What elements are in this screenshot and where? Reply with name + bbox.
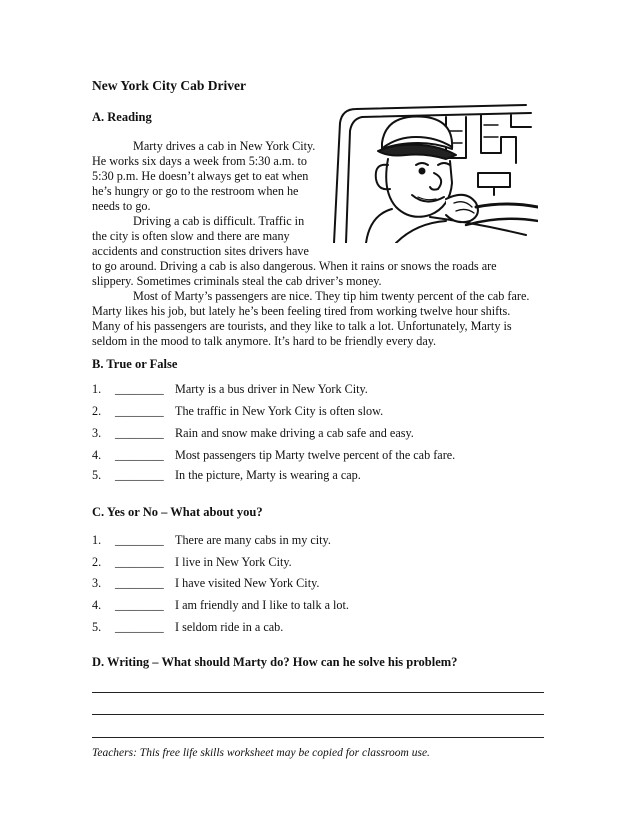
answer-blank[interactable]: ________ xyxy=(115,382,164,396)
reading-line: needs to go. xyxy=(92,199,151,213)
section-d-heading: D. Writing – What should Marty do? How can he solve his problem? xyxy=(92,655,458,669)
item-number: 3. xyxy=(92,576,102,590)
answer-blank[interactable]: ________ xyxy=(115,426,164,440)
reading-line: Most of Marty’s passengers are nice. They tip him twenty percent of the cab fare. xyxy=(133,289,530,303)
section-a-heading: A. Reading xyxy=(92,110,152,124)
reading-line: to go around. Driving a cab is also dangerous. When it rains or snows the roads are xyxy=(92,259,497,273)
reading-line: 5:30 p.m. He doesn’t always get to eat when xyxy=(92,169,309,183)
item-statement: Marty is a bus driver in New York City. xyxy=(175,382,368,396)
reading-line: Marty likes his job, but lately he’s been feeling tired from working twelve hour shifts. xyxy=(92,304,511,318)
reading-line: Driving a cab is difficult. Traffic in xyxy=(133,214,305,228)
item-number: 4. xyxy=(92,598,102,612)
item-statement: Rain and snow make driving a cab safe and easy. xyxy=(175,426,414,440)
item-statement: I live in New York City. xyxy=(175,555,292,569)
writing-line[interactable] xyxy=(92,737,544,738)
item-number: 2. xyxy=(92,404,102,418)
item-number: 3. xyxy=(92,426,102,440)
reading-line: slippery. Sometimes criminals steal the cab driver’s money. xyxy=(92,274,382,288)
reading-line: Many of his passengers are tourists, and they like to talk a lot. Unfortunately, Marty is xyxy=(92,319,512,333)
answer-blank[interactable]: ________ xyxy=(115,555,164,569)
item-number: 4. xyxy=(92,448,102,462)
item-statement: I seldom ride in a cab. xyxy=(175,620,284,634)
item-number: 5. xyxy=(92,620,102,634)
answer-blank[interactable]: ________ xyxy=(115,576,164,590)
answer-blank[interactable]: ________ xyxy=(115,620,164,634)
item-number: 1. xyxy=(92,533,102,547)
answer-blank[interactable]: ________ xyxy=(115,448,164,462)
writing-line[interactable] xyxy=(92,692,544,693)
answer-blank[interactable]: ________ xyxy=(115,533,164,547)
item-number: 5. xyxy=(92,468,102,482)
answer-blank[interactable]: ________ xyxy=(115,598,164,612)
item-statement: Most passengers tip Marty twelve percent of the cab fare. xyxy=(175,448,456,462)
reading-line: the city is often slow and there are many xyxy=(92,229,290,243)
section-c-heading: C. Yes or No – What about you? xyxy=(92,505,263,519)
cab-driver-illustration xyxy=(326,103,538,243)
item-number: 2. xyxy=(92,555,102,569)
reading-line: he’s hungry or go to the restroom when he xyxy=(92,184,299,198)
item-statement: I am friendly and I like to talk a lot. xyxy=(175,598,349,612)
item-number: 1. xyxy=(92,382,102,396)
item-statement: There are many cabs in my city. xyxy=(175,533,331,547)
footer-note: Teachers: This free life skills worksheet may be copied for classroom use. xyxy=(92,747,430,759)
reading-line: Marty drives a cab in New York City. xyxy=(133,139,316,153)
reading-line: accidents and construction sites drivers have xyxy=(92,244,309,258)
page-title: New York City Cab Driver xyxy=(92,78,246,93)
reading-line: He works six days a week from 5:30 a.m. to xyxy=(92,154,307,168)
writing-line[interactable] xyxy=(92,714,544,715)
answer-blank[interactable]: ________ xyxy=(115,468,164,482)
reading-line: seldom in the mood to talk anymore. It’s hard to be friendly every day. xyxy=(92,334,437,348)
answer-blank[interactable]: ________ xyxy=(115,404,164,418)
section-b-heading: B. True or False xyxy=(92,357,178,371)
item-statement: In the picture, Marty is wearing a cap. xyxy=(175,468,361,482)
item-statement: The traffic in New York City is often slow. xyxy=(175,404,384,418)
item-statement: I have visited New York City. xyxy=(175,576,320,590)
